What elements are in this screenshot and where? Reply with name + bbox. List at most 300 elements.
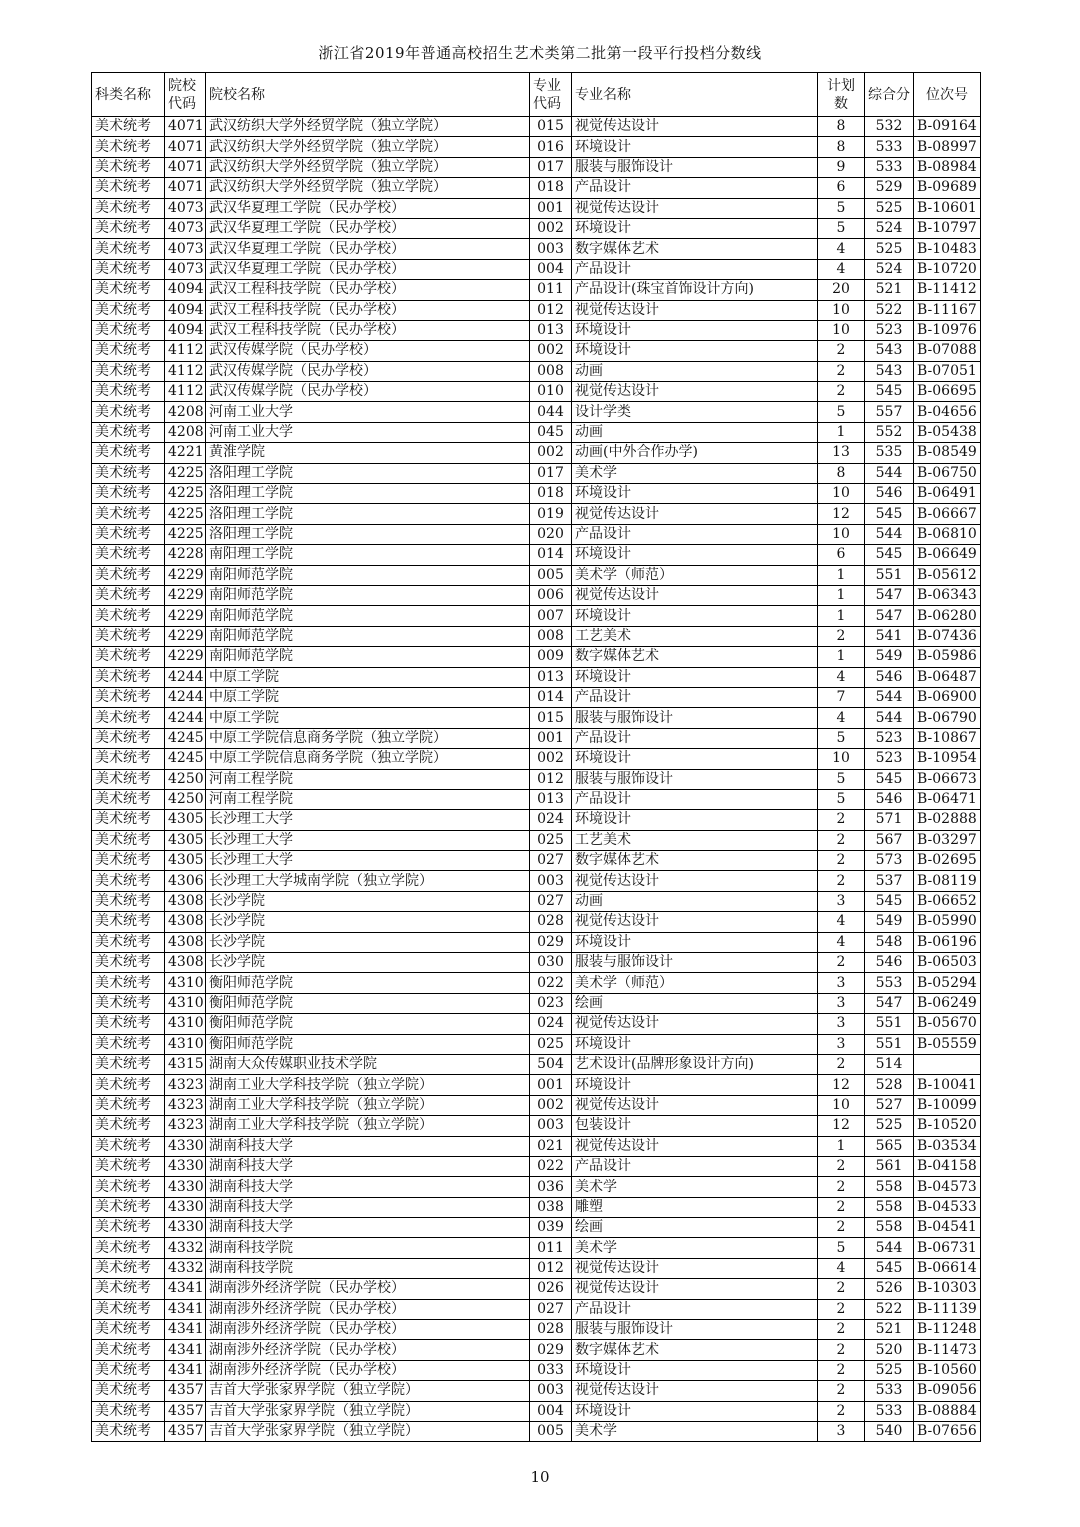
table-row xyxy=(92,647,981,667)
school-name-cell: 中原工学院 xyxy=(206,667,530,687)
table-row xyxy=(92,871,981,891)
score-cell: 547 xyxy=(865,585,914,605)
score-cell: 544 xyxy=(865,524,914,544)
plan-cell: 2 xyxy=(818,1177,865,1197)
category-cell: 美术统考 xyxy=(92,1401,165,1421)
rank-cell: B-05559 xyxy=(914,1034,981,1054)
major-code-cell: 026 xyxy=(530,1279,572,1299)
table-row xyxy=(92,320,981,340)
major-code-cell: 022 xyxy=(530,973,572,993)
category-cell: 美术统考 xyxy=(92,708,165,728)
major-code-cell: 001 xyxy=(530,1075,572,1095)
major-name-cell: 数字媒体艺术 xyxy=(572,239,818,259)
plan-cell: 2 xyxy=(818,871,865,891)
plan-cell: 10 xyxy=(818,749,865,769)
school-name-cell: 河南工程学院 xyxy=(206,769,530,789)
rank-cell: B-08884 xyxy=(914,1401,981,1421)
school-name-cell: 衡阳师范学院 xyxy=(206,973,530,993)
rank-cell: B-06280 xyxy=(914,606,981,626)
school-name-cell: 武汉纺织大学外经贸学院（独立学院） xyxy=(206,117,530,137)
major-code-cell: 018 xyxy=(530,484,572,504)
school-code-cell: 4330 xyxy=(165,1218,206,1238)
school-code-cell: 4094 xyxy=(165,280,206,300)
school-name-cell: 武汉华夏理工学院（民办学校） xyxy=(206,239,530,259)
major-name-cell: 绘画 xyxy=(572,993,818,1013)
table-row xyxy=(92,953,981,973)
rank-cell: B-05438 xyxy=(914,422,981,442)
category-cell: 美术统考 xyxy=(92,361,165,381)
category-cell: 美术统考 xyxy=(92,117,165,137)
plan-cell: 5 xyxy=(818,789,865,809)
major-name-cell: 环境设计 xyxy=(572,1401,818,1421)
table-row xyxy=(92,443,981,463)
major-name-cell: 产品设计 xyxy=(572,687,818,707)
plan-cell: 1 xyxy=(818,606,865,626)
rank-cell: B-04158 xyxy=(914,1156,981,1176)
school-name-cell: 中原工学院 xyxy=(206,687,530,707)
school-code-cell: 4244 xyxy=(165,667,206,687)
school-name-cell: 武汉传媒学院（民办学校） xyxy=(206,341,530,361)
rank-cell: B-06673 xyxy=(914,769,981,789)
rank-cell: B-07656 xyxy=(914,1422,981,1442)
table-row xyxy=(92,851,981,871)
plan-cell: 9 xyxy=(818,157,865,177)
score-cell: 523 xyxy=(865,749,914,769)
table-row xyxy=(92,1320,981,1340)
category-cell: 美术统考 xyxy=(92,728,165,748)
school-name-cell: 湖南科技大学 xyxy=(206,1197,530,1217)
plan-cell: 2 xyxy=(818,830,865,850)
category-cell: 美术统考 xyxy=(92,137,165,157)
rank-cell: B-06810 xyxy=(914,524,981,544)
header-major-code: 专业代码 xyxy=(530,73,572,117)
major-code-cell: 004 xyxy=(530,259,572,279)
major-code-cell: 504 xyxy=(530,1054,572,1074)
school-code-cell: 4073 xyxy=(165,218,206,238)
category-cell: 美术统考 xyxy=(92,1014,165,1034)
major-name-cell: 数字媒体艺术 xyxy=(572,647,818,667)
major-name-cell: 环境设计 xyxy=(572,218,818,238)
rank-cell: B-04656 xyxy=(914,402,981,422)
rank-cell: B-06900 xyxy=(914,687,981,707)
score-cell: 567 xyxy=(865,830,914,850)
table-row xyxy=(92,117,981,137)
major-code-cell: 008 xyxy=(530,361,572,381)
major-code-cell: 038 xyxy=(530,1197,572,1217)
rank-cell: B-06750 xyxy=(914,463,981,483)
school-name-cell: 洛阳理工学院 xyxy=(206,524,530,544)
school-code-cell: 4228 xyxy=(165,545,206,565)
plan-cell: 3 xyxy=(818,891,865,911)
table-row xyxy=(92,749,981,769)
school-name-cell: 湖南涉外经济学院（民办学校） xyxy=(206,1360,530,1380)
school-code-cell: 4225 xyxy=(165,504,206,524)
rank-cell: B-09164 xyxy=(914,117,981,137)
major-name-cell: 环境设计 xyxy=(572,932,818,952)
school-code-cell: 4332 xyxy=(165,1238,206,1258)
major-name-cell: 环境设计 xyxy=(572,137,818,157)
score-cell: 547 xyxy=(865,606,914,626)
plan-cell: 13 xyxy=(818,443,865,463)
major-name-cell: 服装与服饰设计 xyxy=(572,953,818,973)
category-cell: 美术统考 xyxy=(92,1136,165,1156)
school-code-cell: 4250 xyxy=(165,769,206,789)
major-code-cell: 008 xyxy=(530,626,572,646)
major-code-cell: 002 xyxy=(530,749,572,769)
table-row xyxy=(92,1360,981,1380)
table-row xyxy=(92,667,981,687)
table-row xyxy=(92,1422,981,1442)
score-cell: 551 xyxy=(865,1014,914,1034)
category-cell: 美术统考 xyxy=(92,1238,165,1258)
school-code-cell: 4245 xyxy=(165,749,206,769)
major-name-cell: 环境设计 xyxy=(572,1360,818,1380)
school-code-cell: 4341 xyxy=(165,1299,206,1319)
rank-cell: B-06790 xyxy=(914,708,981,728)
rank-cell: B-06249 xyxy=(914,993,981,1013)
major-name-cell: 视觉传达设计 xyxy=(572,871,818,891)
major-name-cell: 产品设计 xyxy=(572,1299,818,1319)
major-code-cell: 027 xyxy=(530,891,572,911)
category-cell: 美术统考 xyxy=(92,1095,165,1115)
table-row xyxy=(92,1381,981,1401)
major-name-cell: 设计学类 xyxy=(572,402,818,422)
major-code-cell: 003 xyxy=(530,1116,572,1136)
school-code-cell: 4225 xyxy=(165,463,206,483)
major-name-cell: 环境设计 xyxy=(572,606,818,626)
school-name-cell: 洛阳理工学院 xyxy=(206,463,530,483)
rank-cell: B-06343 xyxy=(914,585,981,605)
major-code-cell: 016 xyxy=(530,137,572,157)
table-row xyxy=(92,524,981,544)
school-code-cell: 4341 xyxy=(165,1340,206,1360)
category-cell: 美术统考 xyxy=(92,1258,165,1278)
major-name-cell: 服装与服饰设计 xyxy=(572,708,818,728)
school-code-cell: 4357 xyxy=(165,1381,206,1401)
major-name-cell: 产品设计 xyxy=(572,789,818,809)
school-name-cell: 长沙理工大学城南学院（独立学院） xyxy=(206,871,530,891)
plan-cell: 20 xyxy=(818,280,865,300)
table-row xyxy=(92,1340,981,1360)
school-code-cell: 4357 xyxy=(165,1422,206,1442)
category-cell: 美术统考 xyxy=(92,912,165,932)
score-cell: 544 xyxy=(865,687,914,707)
major-name-cell: 环境设计 xyxy=(572,1034,818,1054)
category-cell: 美术统考 xyxy=(92,565,165,585)
rank-cell: B-07088 xyxy=(914,341,981,361)
school-name-cell: 湖南科技学院 xyxy=(206,1238,530,1258)
school-code-cell: 4071 xyxy=(165,137,206,157)
score-cell: 524 xyxy=(865,259,914,279)
score-cell: 546 xyxy=(865,667,914,687)
school-name-cell: 长沙理工大学 xyxy=(206,851,530,871)
school-code-cell: 4071 xyxy=(165,178,206,198)
table-row xyxy=(92,810,981,830)
category-cell: 美术统考 xyxy=(92,626,165,646)
major-code-cell: 013 xyxy=(530,667,572,687)
plan-cell: 3 xyxy=(818,1422,865,1442)
major-name-cell: 工艺美术 xyxy=(572,830,818,850)
table-row xyxy=(92,687,981,707)
school-name-cell: 武汉纺织大学外经贸学院（独立学院） xyxy=(206,157,530,177)
table-row xyxy=(92,137,981,157)
score-cell: 558 xyxy=(865,1197,914,1217)
major-code-cell: 012 xyxy=(530,300,572,320)
category-cell: 美术统考 xyxy=(92,606,165,626)
category-cell: 美术统考 xyxy=(92,1034,165,1054)
score-cell: 543 xyxy=(865,361,914,381)
table-row xyxy=(92,484,981,504)
major-name-cell: 视觉传达设计 xyxy=(572,1279,818,1299)
category-cell: 美术统考 xyxy=(92,830,165,850)
plan-cell: 12 xyxy=(818,1116,865,1136)
school-code-cell: 4094 xyxy=(165,320,206,340)
category-cell: 美术统考 xyxy=(92,320,165,340)
score-cell: 544 xyxy=(865,463,914,483)
score-cell: 527 xyxy=(865,1095,914,1115)
plan-cell: 2 xyxy=(818,382,865,402)
school-name-cell: 湖南涉外经济学院（民办学校） xyxy=(206,1299,530,1319)
table-row xyxy=(92,728,981,748)
plan-cell: 5 xyxy=(818,769,865,789)
school-code-cell: 4225 xyxy=(165,524,206,544)
score-cell: 526 xyxy=(865,1279,914,1299)
major-code-cell: 039 xyxy=(530,1218,572,1238)
plan-cell: 6 xyxy=(818,545,865,565)
school-code-cell: 4250 xyxy=(165,789,206,809)
major-code-cell: 029 xyxy=(530,932,572,952)
school-code-cell: 4094 xyxy=(165,300,206,320)
rank-cell: B-08997 xyxy=(914,137,981,157)
major-name-cell: 视觉传达设计 xyxy=(572,300,818,320)
major-name-cell: 视觉传达设计 xyxy=(572,1258,818,1278)
rank-cell: B-09056 xyxy=(914,1381,981,1401)
school-code-cell: 4308 xyxy=(165,912,206,932)
school-code-cell: 4071 xyxy=(165,117,206,137)
score-cell: 565 xyxy=(865,1136,914,1156)
plan-cell: 5 xyxy=(818,218,865,238)
school-name-cell: 湖南涉外经济学院（民办学校） xyxy=(206,1340,530,1360)
school-code-cell: 4112 xyxy=(165,382,206,402)
score-cell: 549 xyxy=(865,647,914,667)
major-code-cell: 009 xyxy=(530,647,572,667)
major-code-cell: 024 xyxy=(530,1014,572,1034)
school-name-cell: 南阳师范学院 xyxy=(206,585,530,605)
score-cell: 573 xyxy=(865,851,914,871)
major-code-cell: 023 xyxy=(530,993,572,1013)
score-cell: 537 xyxy=(865,871,914,891)
major-code-cell: 017 xyxy=(530,463,572,483)
score-cell: 546 xyxy=(865,789,914,809)
major-code-cell: 025 xyxy=(530,1034,572,1054)
major-name-cell: 产品设计 xyxy=(572,178,818,198)
plan-cell: 2 xyxy=(818,1279,865,1299)
score-cell: 545 xyxy=(865,1258,914,1278)
major-code-cell: 018 xyxy=(530,178,572,198)
table-row xyxy=(92,1054,981,1074)
school-name-cell: 衡阳师范学院 xyxy=(206,993,530,1013)
major-name-cell: 美术学 xyxy=(572,1177,818,1197)
rank-cell: B-10303 xyxy=(914,1279,981,1299)
score-cell: 544 xyxy=(865,708,914,728)
plan-cell: 7 xyxy=(818,687,865,707)
school-name-cell: 湖南工业大学科技学院（独立学院） xyxy=(206,1095,530,1115)
school-code-cell: 4341 xyxy=(165,1279,206,1299)
major-name-cell: 视觉传达设计 xyxy=(572,382,818,402)
major-code-cell: 001 xyxy=(530,198,572,218)
table-row xyxy=(92,1156,981,1176)
plan-cell: 3 xyxy=(818,993,865,1013)
score-cell: 561 xyxy=(865,1156,914,1176)
score-cell: 525 xyxy=(865,198,914,218)
school-name-cell: 长沙学院 xyxy=(206,932,530,952)
school-name-cell: 湖南大众传媒职业技术学院 xyxy=(206,1054,530,1074)
table-row xyxy=(92,912,981,932)
plan-cell: 2 xyxy=(818,626,865,646)
table-row xyxy=(92,1218,981,1238)
table-row xyxy=(92,545,981,565)
table-row xyxy=(92,1034,981,1054)
rank-cell: B-06667 xyxy=(914,504,981,524)
school-code-cell: 4229 xyxy=(165,626,206,646)
admission-score-table xyxy=(91,72,981,1442)
plan-cell: 4 xyxy=(818,708,865,728)
category-cell: 美术统考 xyxy=(92,1422,165,1442)
plan-cell: 1 xyxy=(818,565,865,585)
table-row xyxy=(92,830,981,850)
rank-cell: B-05612 xyxy=(914,565,981,585)
category-cell: 美术统考 xyxy=(92,1156,165,1176)
school-name-cell: 中原工学院信息商务学院（独立学院） xyxy=(206,728,530,748)
major-code-cell: 044 xyxy=(530,402,572,422)
school-name-cell: 湖南科技大学 xyxy=(206,1156,530,1176)
major-code-cell: 003 xyxy=(530,1381,572,1401)
plan-cell: 4 xyxy=(818,932,865,952)
table-row xyxy=(92,1279,981,1299)
score-cell: 545 xyxy=(865,382,914,402)
table-row xyxy=(92,1095,981,1115)
school-name-cell: 湖南涉外经济学院（民办学校） xyxy=(206,1279,530,1299)
rank-cell: B-11167 xyxy=(914,300,981,320)
plan-cell: 10 xyxy=(818,484,865,504)
category-cell: 美术统考 xyxy=(92,1279,165,1299)
major-name-cell: 环境设计 xyxy=(572,320,818,340)
category-cell: 美术统考 xyxy=(92,789,165,809)
table-row xyxy=(92,1197,981,1217)
major-name-cell: 动画 xyxy=(572,891,818,911)
school-name-cell: 武汉华夏理工学院（民办学校） xyxy=(206,198,530,218)
school-code-cell: 4308 xyxy=(165,932,206,952)
major-name-cell: 视觉传达设计 xyxy=(572,912,818,932)
table-row xyxy=(92,1258,981,1278)
school-name-cell: 湖南科技学院 xyxy=(206,1258,530,1278)
category-cell: 美术统考 xyxy=(92,178,165,198)
major-code-cell: 025 xyxy=(530,830,572,850)
table-row xyxy=(92,361,981,381)
school-code-cell: 4073 xyxy=(165,198,206,218)
rank-cell: B-10041 xyxy=(914,1075,981,1095)
table-row xyxy=(92,891,981,911)
category-cell: 美术统考 xyxy=(92,1218,165,1238)
header-score: 综合分 xyxy=(865,73,914,117)
plan-cell: 10 xyxy=(818,524,865,544)
major-code-cell: 007 xyxy=(530,606,572,626)
major-name-cell: 雕塑 xyxy=(572,1197,818,1217)
plan-cell: 3 xyxy=(818,1034,865,1054)
plan-cell: 3 xyxy=(818,973,865,993)
category-cell: 美术统考 xyxy=(92,1381,165,1401)
table-header-row xyxy=(92,73,981,117)
major-code-cell: 027 xyxy=(530,1299,572,1319)
rank-cell: B-03534 xyxy=(914,1136,981,1156)
plan-cell: 10 xyxy=(818,320,865,340)
plan-cell: 2 xyxy=(818,1218,865,1238)
rank-cell: B-11248 xyxy=(914,1320,981,1340)
plan-cell: 1 xyxy=(818,647,865,667)
school-name-cell: 湖南工业大学科技学院（独立学院） xyxy=(206,1075,530,1095)
school-code-cell: 4071 xyxy=(165,157,206,177)
plan-cell: 5 xyxy=(818,402,865,422)
score-cell: 523 xyxy=(865,320,914,340)
score-cell: 558 xyxy=(865,1177,914,1197)
table-row xyxy=(92,178,981,198)
major-name-cell: 视觉传达设计 xyxy=(572,585,818,605)
rank-cell: B-10954 xyxy=(914,749,981,769)
major-code-cell: 022 xyxy=(530,1156,572,1176)
major-code-cell: 014 xyxy=(530,545,572,565)
major-name-cell: 工艺美术 xyxy=(572,626,818,646)
school-name-cell: 湖南涉外经济学院（民办学校） xyxy=(206,1320,530,1340)
rank-cell: B-06652 xyxy=(914,891,981,911)
table-row xyxy=(92,341,981,361)
school-name-cell: 长沙学院 xyxy=(206,953,530,973)
major-name-cell: 环境设计 xyxy=(572,545,818,565)
score-cell: 545 xyxy=(865,769,914,789)
score-cell: 533 xyxy=(865,1401,914,1421)
school-code-cell: 4323 xyxy=(165,1075,206,1095)
major-name-cell: 动画 xyxy=(572,361,818,381)
table-row xyxy=(92,932,981,952)
category-cell: 美术统考 xyxy=(92,218,165,238)
table-row xyxy=(92,422,981,442)
rank-cell: B-09689 xyxy=(914,178,981,198)
category-cell: 美术统考 xyxy=(92,810,165,830)
category-cell: 美术统考 xyxy=(92,341,165,361)
category-cell: 美术统考 xyxy=(92,504,165,524)
major-name-cell: 美术学（师范） xyxy=(572,973,818,993)
major-code-cell: 006 xyxy=(530,585,572,605)
major-name-cell: 美术学（师范） xyxy=(572,565,818,585)
school-name-cell: 武汉传媒学院（民办学校） xyxy=(206,361,530,381)
plan-cell: 2 xyxy=(818,1197,865,1217)
major-name-cell: 视觉传达设计 xyxy=(572,1014,818,1034)
major-code-cell: 013 xyxy=(530,320,572,340)
plan-cell: 5 xyxy=(818,1238,865,1258)
major-code-cell: 045 xyxy=(530,422,572,442)
plan-cell: 12 xyxy=(818,504,865,524)
school-name-cell: 长沙学院 xyxy=(206,891,530,911)
category-cell: 美术统考 xyxy=(92,1299,165,1319)
rank-cell: B-03297 xyxy=(914,830,981,850)
rank-cell: B-10601 xyxy=(914,198,981,218)
plan-cell: 4 xyxy=(818,239,865,259)
plan-cell: 2 xyxy=(818,1320,865,1340)
plan-cell: 4 xyxy=(818,912,865,932)
plan-cell: 1 xyxy=(818,422,865,442)
category-cell: 美术统考 xyxy=(92,463,165,483)
plan-cell: 12 xyxy=(818,1075,865,1095)
major-name-cell: 产品设计 xyxy=(572,728,818,748)
